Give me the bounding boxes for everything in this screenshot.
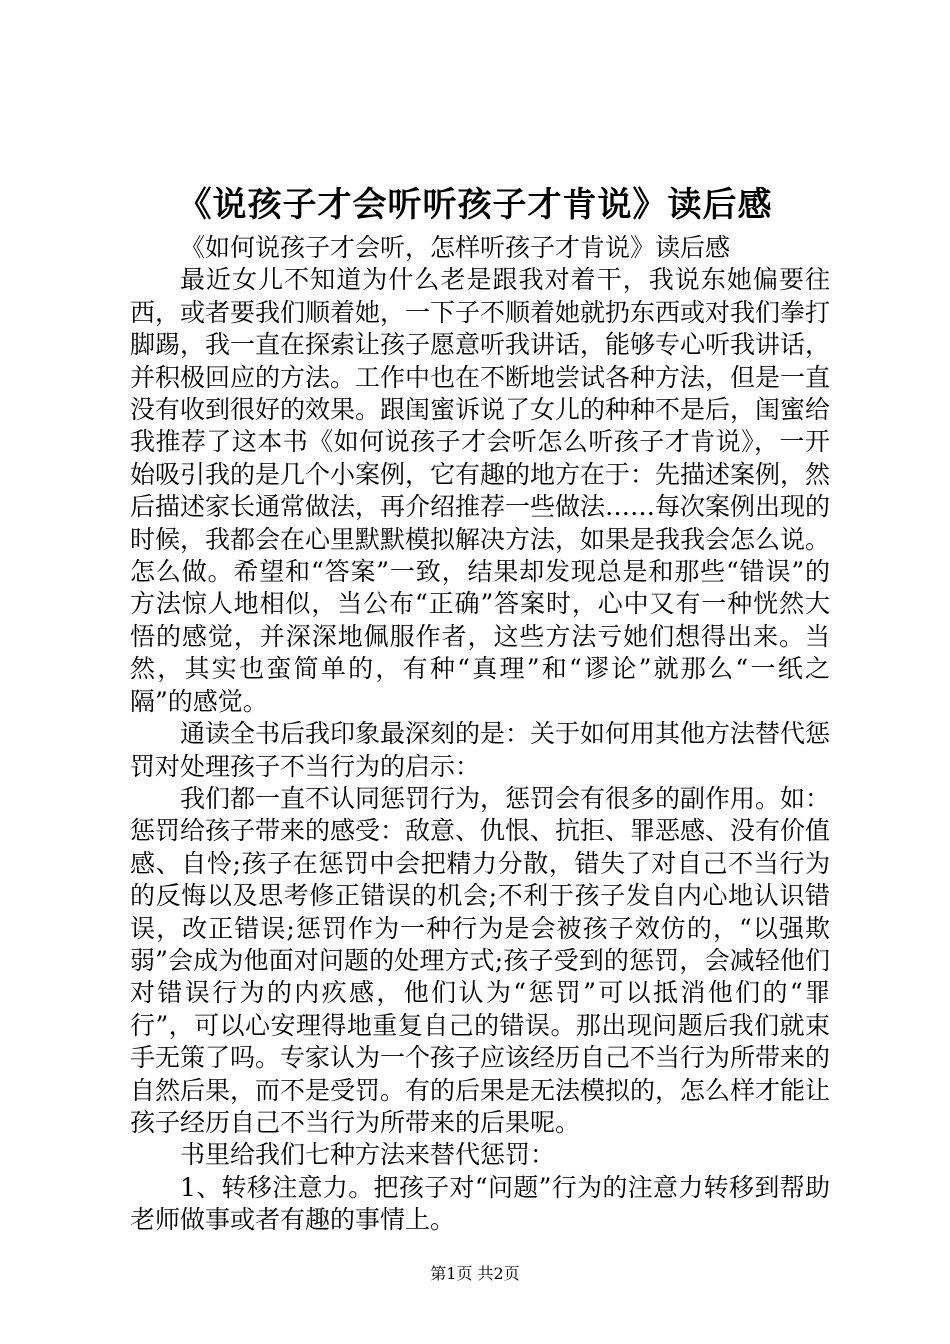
- document-title: 《说孩子才会听听孩子才肯说》读后感: [177, 185, 773, 225]
- document-body: [130, 232, 830, 1237]
- page-number-footer: 第1页 共2页: [430, 1264, 520, 1283]
- body-paragraph-2: 通读全书后我印象最深刻的是：关于如何用其他方法替代惩罚对处理孩子不当行为的启示：: [130, 719, 831, 781]
- body-paragraph-4: 书里给我们七种方法来替代惩罚：: [180, 1140, 556, 1170]
- body-paragraph-1: 最近女儿不知道为什么老是跟我对着干，我说东她偏要往西，或者要我们顺着她，一下子不顺着她就扔东西或对我们拳打脚踢，我一直在探索让孩子愿意听我讲话，能够专心听我讲话，并积极回应的方法。工作中也在不断地尝试各种方法，但是一直没有收到很好的效果。跟闺蜜诉说了女儿的种种不是后，闺蜜给我推荐了这本书《如何说孩子才会听怎么听孩子才肯说》，一开始吸引我的是几个小案例，它有趣的地方在于：先描述案例，然后描述家长通常做法，再介绍推荐一些做法……每次案例出现的时候，我都会在心里默默模拟解决方法，如果是我我会怎么说。怎么做。希望和“答案”一致，结果却发现总是和那些“错误”的方法惊人地相似，当公布“正确”答案时，心中又有一种恍然大悟的感觉，并深深地佩服作者，这些方法亏她们想得出来。当然，其实也蛮简单的，有种“真理”和“谬论”就那么“一纸之隔”的感觉。: [130, 265, 831, 716]
- body-paragraph-3: 我们都一直不认同惩罚行为，惩罚会有很多的副作用。如：惩罚给孩子带来的感受：敌意、仇恨、抗拒、罪恶感、没有价值感、自怜;孩子在惩罚中会把精力分散，错失了对自己不当行为的反悔以及思考修正错误的机会;不利于孩子发自内心地认识错误，改正错误;惩罚作为一种行为是会被孩子效仿的，“以强欺弱”会成为他面对问题的处理方式;孩子受到的惩罚，会减轻他们对错误行为的内疚感，他们认为“惩罚”可以抵消他们的“罪行”，可以心安理得地重复自己的错误。那出现问题后我们就束手无策了吗。专家认为一个孩子应该经历自己不当行为所带来的自然后果，而不是受罚。有的后果是无法模拟的，怎么样才能让孩子经历自己不当行为所带来的后果呢。: [130, 783, 831, 1137]
- subtitle-paragraph: 《如何说孩子才会听，怎样听孩子才肯说》读后感: [180, 233, 731, 262]
- body-paragraph-5: 1、转移注意力。把孩子对“问题”行为的注意力转移到帮助老师做事或者有趣的事情上。: [130, 1172, 830, 1235]
